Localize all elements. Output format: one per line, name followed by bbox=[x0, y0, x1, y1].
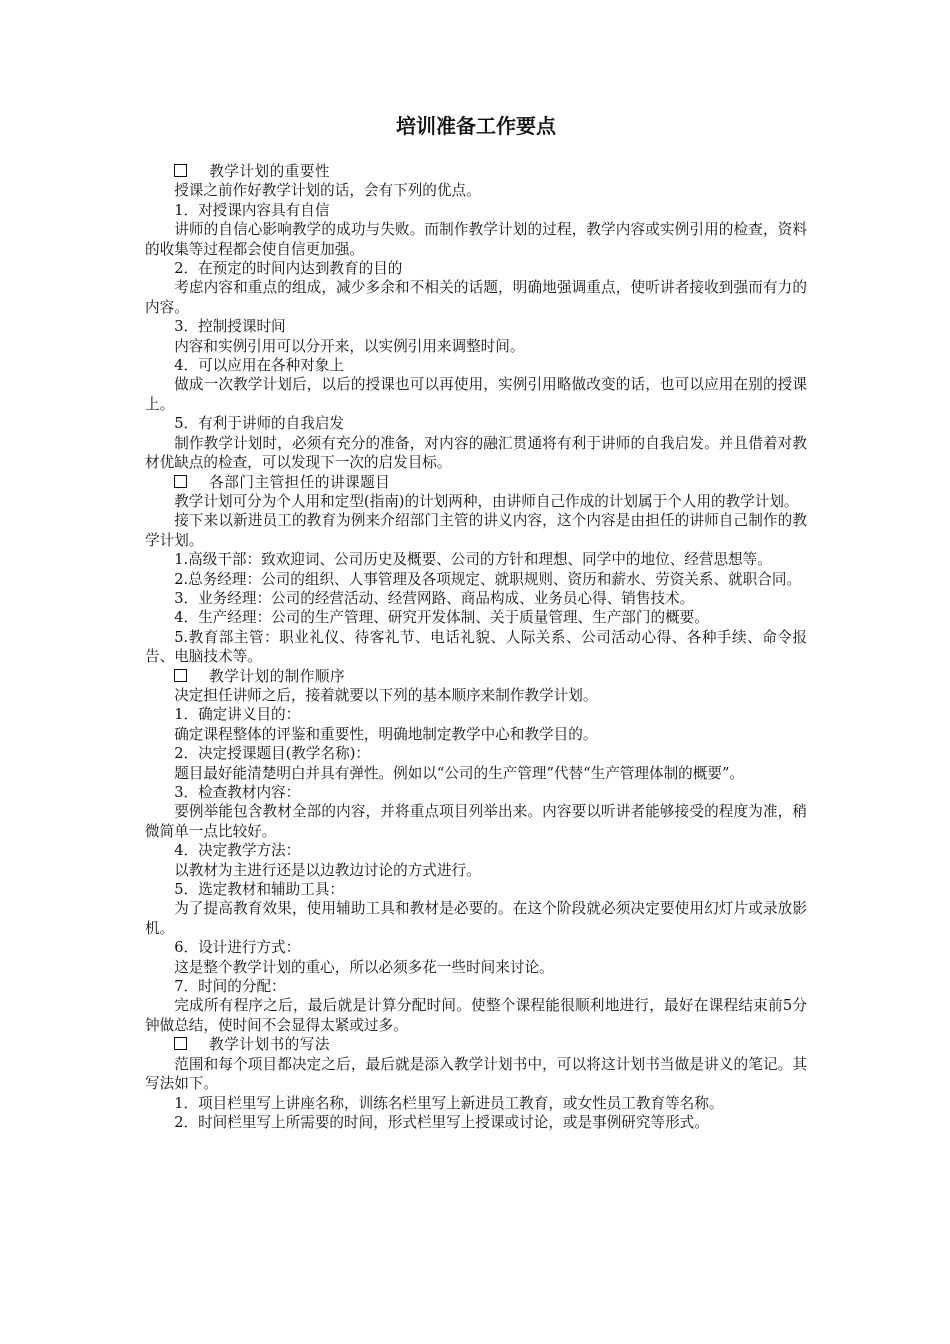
checkbox-square-icon bbox=[174, 164, 187, 177]
checkbox-square-icon bbox=[174, 669, 187, 682]
section-heading bbox=[145, 473, 807, 492]
section-heading-text: 教学计划的制作顺序 bbox=[209, 667, 346, 685]
body-paragraph: 3．业务经理：公司的经营活动、经营网路、商品构成、业务员心得、销售技术。 bbox=[174, 589, 695, 607]
body-paragraph: 2.总务经理：公司的组织、人事管理及各项规定、就职规则、资历和薪水、劳资关系、就职合同。 bbox=[174, 570, 802, 588]
body-paragraph: 完成所有程序之后，最后就是计算分配时间。使整个课程能很顺利地进行，最好在课程结束前5分钟做总结，使时间不会显得太紧或过多。 bbox=[145, 997, 807, 1034]
section-heading-text: 教学计划书的写法 bbox=[209, 1036, 330, 1054]
body-paragraph: 2．在预定的时间内达到教育的目的 bbox=[174, 260, 403, 278]
section-heading-text: 教学计划的重要性 bbox=[209, 163, 330, 180]
body-paragraph: 4．决定教学方法： bbox=[174, 842, 301, 860]
body-paragraph: 要例举能包含教材全部的内容，并将重点项目列举出来。内容要以听讲者能够接受的程度为准，稍微简单一点比较好。 bbox=[145, 803, 807, 840]
section-heading bbox=[145, 667, 807, 686]
body-paragraph: 做成一次教学计划后，以后的授课也可以再使用，实例引用略做改变的话，也可以应用在别的授课上。 bbox=[145, 376, 807, 413]
section-heading bbox=[145, 162, 807, 181]
body-paragraph: 范围和每个项目都决定之后，最后就是添入教学计划书中，可以将这计划书当做是讲义的笔记。其写法如下。 bbox=[145, 1055, 807, 1093]
body-paragraph: 2．决定授课题目(教学名称)： bbox=[174, 745, 370, 763]
section-heading bbox=[145, 1035, 807, 1054]
body-paragraph: 2．时间栏里写上所需要的时间，形式栏里写上授课或讨论，或是事例研究等形式。 bbox=[174, 1113, 709, 1131]
body-paragraph: 为了提高教育效果，使用辅助工具和教材是必要的。在这个阶段就必须决定要使用幻灯片或录放影机。 bbox=[145, 900, 807, 937]
body-paragraph: 5.教育部主管：职业礼仪、待客礼节、电话礼貌、人际关系、公司活动心得、各种手续、命令报告、电脑技术等。 bbox=[145, 628, 807, 666]
body-paragraph: 1．项目栏里写上讲座名称，训练名栏里写上新进员工教育，或女性员工教育等名称。 bbox=[174, 1094, 724, 1112]
body-paragraph: 确定课程整体的评鉴和重要性，明确地制定教学中心和教学目的。 bbox=[174, 725, 598, 743]
body-paragraph: 1．确定讲义目的： bbox=[174, 706, 301, 724]
body-paragraph: 内容和实例引用可以分开来，以实例引用来调整时间。 bbox=[174, 337, 525, 355]
body-paragraph: 制作教学计划时，必须有充分的准备，对内容的融汇贯通将有利于讲师的自我启发。并且借着对教材优缺点的检查，可以发现下一次的启发目标。 bbox=[145, 434, 807, 472]
body-paragraph: 5．有利于讲师的自我启发 bbox=[174, 415, 345, 433]
body-paragraph: 决定担任讲师之后，接着就要以下列的基本顺序来制作教学计划。 bbox=[174, 686, 598, 704]
body-paragraph: 授课之前作好教学计划的话，会有下列的优点。 bbox=[174, 182, 481, 200]
body-paragraph: 教学计划可分为个人用和定型(指南)的计划两种，由讲师自己作成的计划属于个人用的教学计划。 bbox=[174, 492, 799, 510]
body-paragraph: 7．时间的分配： bbox=[174, 978, 286, 996]
checkbox-square-icon bbox=[174, 475, 187, 488]
body-paragraph: 1．对授课内容具有自信 bbox=[174, 201, 330, 219]
body-paragraph: 4．生产经理：公司的生产管理、研究开发体制、关于质量管理、生产部门的概要。 bbox=[174, 609, 709, 627]
body-paragraph: 6．设计进行方式： bbox=[174, 939, 301, 957]
document-body bbox=[145, 162, 807, 1132]
section-heading-text: 各部门主管担任的讲课题目 bbox=[209, 473, 391, 491]
document-page bbox=[145, 112, 807, 1132]
body-paragraph: 考虑内容和重点的组成，减少多余和不相关的话题，明确地强调重点，使听讲者接收到强而有力的内容。 bbox=[145, 279, 807, 316]
body-paragraph: 以教材为主进行还是以边教边讨论的方式进行。 bbox=[174, 861, 481, 879]
body-paragraph: 这是整个教学计划的重心，所以必须多花一些时间来讨论。 bbox=[174, 958, 554, 976]
body-paragraph: 题目最好能清楚明白并具有弹性。例如以“公司的生产管理”代替“生产管理体制的概要”。 bbox=[174, 764, 745, 782]
body-paragraph: 5．选定教材和辅助工具： bbox=[174, 881, 345, 899]
body-paragraph: 接下来以新进员工的教育为例来介绍部门主管的讲义内容，这个内容是由担任的讲师自己制作的教学计划。 bbox=[145, 512, 807, 549]
document-title: 培训准备工作要点 bbox=[396, 114, 556, 138]
checkbox-square-icon bbox=[174, 1037, 187, 1050]
body-paragraph: 讲师的自信心影响教学的成功与失败。而制作教学计划的过程，教学内容或实例引用的检查，资料的收集等过程都会使自信更加强。 bbox=[145, 221, 807, 258]
body-paragraph: 1.高级干部：致欢迎词、公司历史及概要、公司的方针和理想、同学中的地位、经营思想等。 bbox=[174, 551, 772, 569]
body-paragraph: 3．控制授课时间 bbox=[174, 318, 286, 336]
body-paragraph: 3．检查教材内容： bbox=[174, 784, 301, 801]
body-paragraph: 4．可以应用在各种对象上 bbox=[174, 357, 345, 375]
